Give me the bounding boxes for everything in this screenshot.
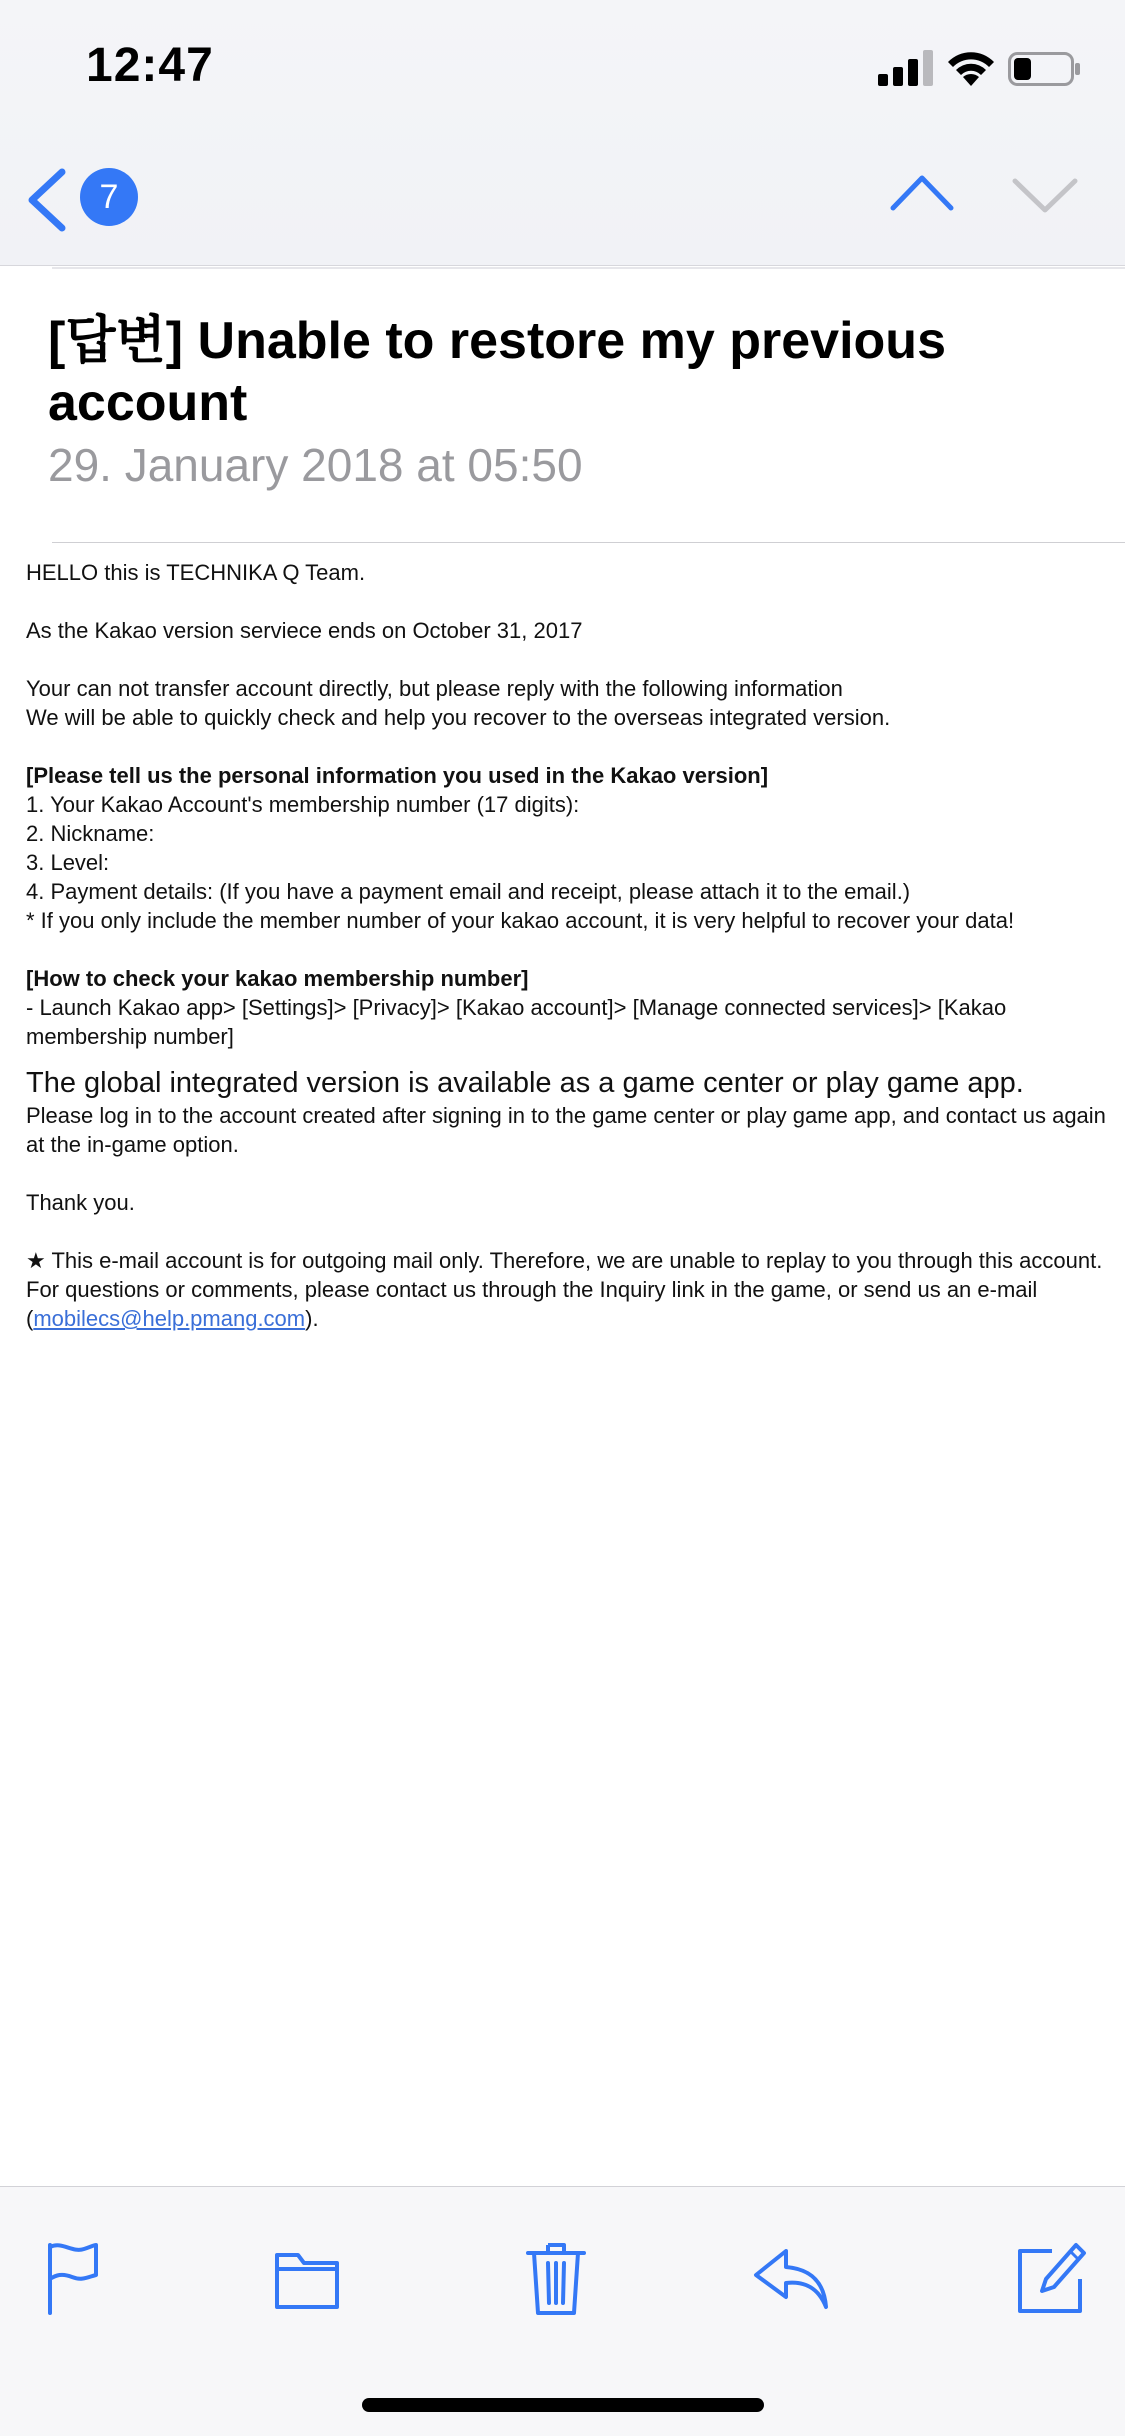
reply-icon[interactable]	[752, 2237, 830, 2317]
footer-notice	[26, 1246, 1106, 1333]
transfer-line-1: Your can not transfer account directly, but please reply with the following information	[26, 676, 843, 701]
support-email-link[interactable]: mobilecs@help.pmang.com	[33, 1306, 306, 1331]
info-heading: [Please tell us the personal information you used in the Kakao version]	[26, 763, 769, 788]
trash-icon[interactable]	[526, 2237, 586, 2317]
transfer-line-2: We will be able to quickly check and help you recover to the overseas integrated version.	[26, 705, 891, 730]
info-item: 1. Your Kakao Account's membership number (17 digits):	[26, 792, 580, 817]
info-item: 4. Payment details: (If you have a payment email and receipt, please attach it to the email.)	[26, 879, 911, 904]
header-divider	[52, 267, 1125, 269]
battery-icon	[1008, 52, 1082, 86]
global-text: Please log in to the account created after signing in to the game center or play game app, and contact us again at the in-game option.	[26, 1103, 1106, 1157]
flag-icon[interactable]	[44, 2237, 100, 2317]
howto-heading: [How to check your kakao membership number]	[26, 966, 529, 991]
back-icon[interactable]	[24, 168, 68, 232]
home-indicator[interactable]	[362, 2398, 764, 2412]
info-item: 3. Level:	[26, 850, 110, 875]
unread-count-badge[interactable]: 7	[80, 168, 138, 226]
greeting: HELLO this is TECHNIKA Q Team.	[26, 560, 366, 585]
folder-icon[interactable]	[274, 2237, 340, 2317]
info-item: 2. Nickname:	[26, 821, 155, 846]
footer-text: ★ This e-mail account is for outgoing mail only. Therefore, we are unable to replay to you through this account. For questions or comments, please contact us through the Inquiry link in the game, or send us an e-mail (	[26, 1248, 1103, 1331]
service-end-line: As the Kakao version serviece ends on October 31, 2017	[26, 618, 583, 643]
status-time: 12:47	[86, 39, 214, 92]
body-divider	[52, 542, 1125, 543]
message-subject: [답변] Unable to restore my previous account	[48, 312, 946, 432]
wifi-icon	[946, 48, 996, 88]
howto-text: - Launch Kakao app> [Settings]> [Privacy]> [Kakao account]> [Manage connected services]> [Kakao membership number]	[26, 995, 1007, 1049]
thanks-line: Thank you.	[26, 1190, 135, 1215]
cellular-signal-icon	[878, 50, 934, 86]
message-body	[26, 558, 1106, 1333]
compose-icon[interactable]	[1016, 2237, 1088, 2317]
previous-message-icon[interactable]	[890, 172, 954, 212]
global-heading: The global integrated version is available as a game center or play game app.	[26, 1067, 1024, 1099]
next-message-icon[interactable]	[1012, 176, 1078, 216]
top-area	[0, 0, 1125, 266]
message-date: 29. January 2018 at 05:50	[48, 439, 583, 491]
info-item: * If you only include the member number of your kakao account, it is very helpful to recover your data!	[26, 908, 1015, 933]
footer-end: ).	[305, 1306, 319, 1331]
